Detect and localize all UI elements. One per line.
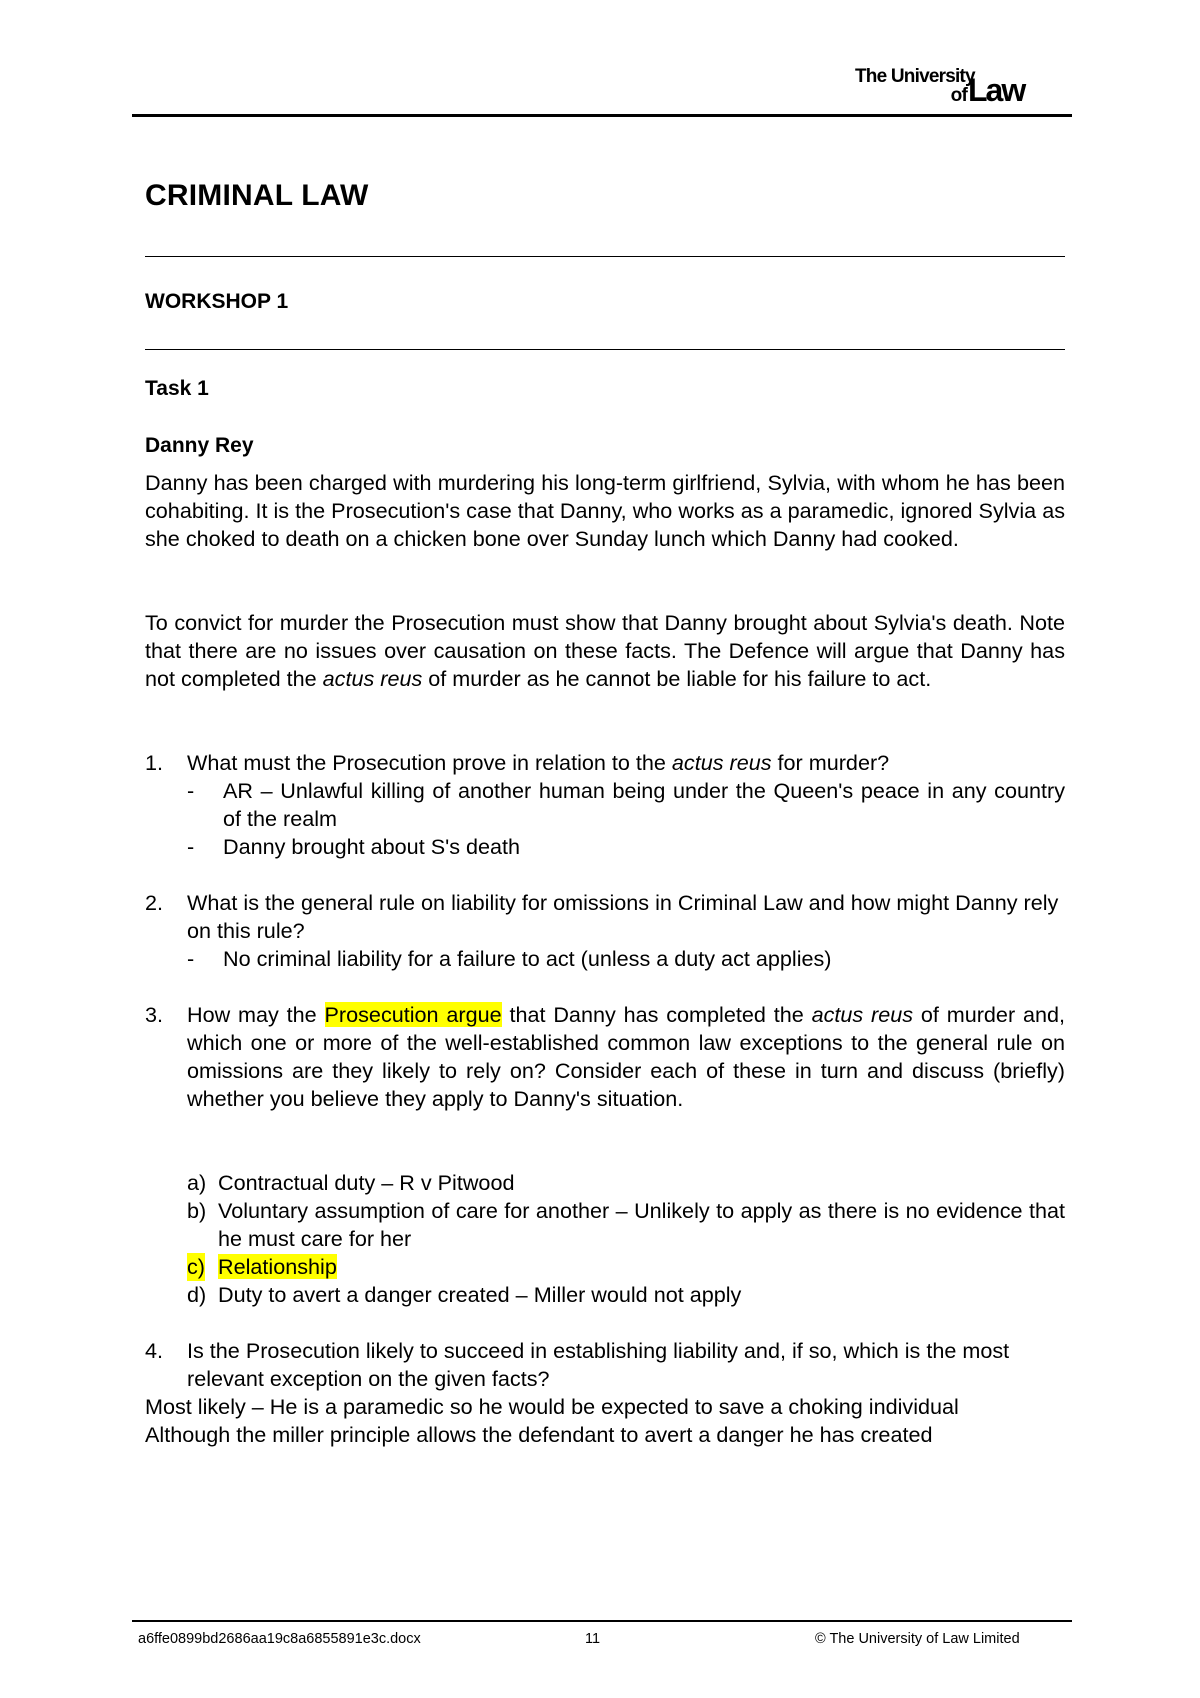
document-title: CRIMINAL LAW: [145, 179, 369, 212]
q3-italic: actus reus: [811, 1002, 914, 1027]
logo-line1: The University: [855, 66, 975, 87]
title-rule: [145, 256, 1065, 257]
question-number: 4.: [145, 1338, 164, 1363]
workshop-heading: WORKSHOP 1: [145, 290, 289, 313]
option-label: a): [187, 1170, 207, 1195]
q1-text-1: What must the Prosecution prove in relation to the: [187, 750, 672, 775]
task-heading: Task 1: [145, 377, 209, 400]
option-text: Voluntary assumption of care for another – Unlikely to apply as there is no evidence that he must care for her: [218, 1198, 1065, 1251]
option-label: c): [187, 1254, 205, 1279]
question-number: 1.: [145, 750, 164, 775]
footer-page-number: 11: [585, 1631, 601, 1647]
case-heading: Danny Rey: [145, 434, 254, 457]
answer-line-1: Most likely – He is a paramedic so he would be expected to save a choking individual: [145, 1394, 959, 1419]
question-number: 2.: [145, 890, 164, 915]
university-logo: [855, 66, 1065, 106]
bullet-text: No criminal liability for a failure to act (unless a duty act applies): [223, 946, 832, 971]
bullet-text: AR – Unlawful killing of another human being under the Queen's peace in any country of the realm: [223, 778, 1065, 831]
para2-text-1: To convict for murder the Prosecution must show that Danny brought about Sylvia's death. Note that there are no issues over causation on these facts. The Defence will argue that Danny has not completed the: [145, 610, 1065, 691]
footer-rule: [132, 1620, 1072, 1622]
option-text: Duty to avert a danger created – Miller would not apply: [218, 1282, 742, 1307]
logo-of: of: [950, 85, 967, 106]
dash-marker: -: [187, 946, 195, 971]
highlighted-text: Prosecution argue: [324, 1002, 502, 1027]
question-text: Is the Prosecution likely to succeed in establishing liability and, if so, which is the most relevant exception on the given facts?: [187, 1338, 1010, 1391]
option-text: Contractual duty – R v Pitwood: [218, 1170, 515, 1195]
q3-text-1: How may the: [187, 1002, 325, 1027]
bullet-text: Danny brought about S's death: [223, 834, 521, 859]
dash-marker: -: [187, 778, 195, 803]
footer-filename: a6ffe0899bd2686aa19c8a6855891e3c.docx: [138, 1631, 421, 1647]
question-text: What is the general rule on liability for omissions in Criminal Law and how might Danny rely on this rule?: [187, 890, 1059, 943]
option-label: b): [187, 1198, 207, 1223]
question-text: [187, 749, 1065, 777]
para2-text-2: of murder as he cannot be liable for his failure to act.: [422, 666, 932, 691]
header-rule: [132, 114, 1072, 117]
q1-text-2: for murder?: [771, 750, 890, 775]
option-text: [218, 1253, 1065, 1281]
para2-italic: actus reus: [322, 666, 423, 691]
question-number: 3.: [145, 1002, 164, 1027]
instruction-paragraph: [145, 609, 1065, 693]
option-label: d): [187, 1282, 207, 1307]
highlighted-text: Relationship: [218, 1254, 337, 1279]
footer-copyright: © The University of Law Limited: [815, 1631, 1020, 1647]
question-text: [187, 1001, 1065, 1113]
logo-law: Law: [968, 72, 1025, 108]
answer-line-2: Although the miller principle allows the defendant to avert a danger he has created: [145, 1422, 933, 1447]
workshop-rule: [145, 349, 1065, 350]
intro-paragraph: Danny has been charged with murdering his long-term girlfriend, Sylvia, with whom he has been cohabiting. It is the Prosecution's case that Danny, who works as a paramedic, ignored Sylvia as she choked to death on a chicken bone over Sunday lunch which Danny had cooked.: [145, 470, 1065, 551]
q3-text-3: of murder and, which one or more of the well-established common law exceptions to the general rule on omissions are they likely to rely on? Consider each of these in turn and discuss (briefly) whether you believe they apply to Danny's situation.: [187, 1002, 1065, 1111]
q3-text-2: that Danny has completed the: [501, 1002, 812, 1027]
dash-marker: -: [187, 834, 195, 859]
q1-italic: actus reus: [671, 750, 772, 775]
